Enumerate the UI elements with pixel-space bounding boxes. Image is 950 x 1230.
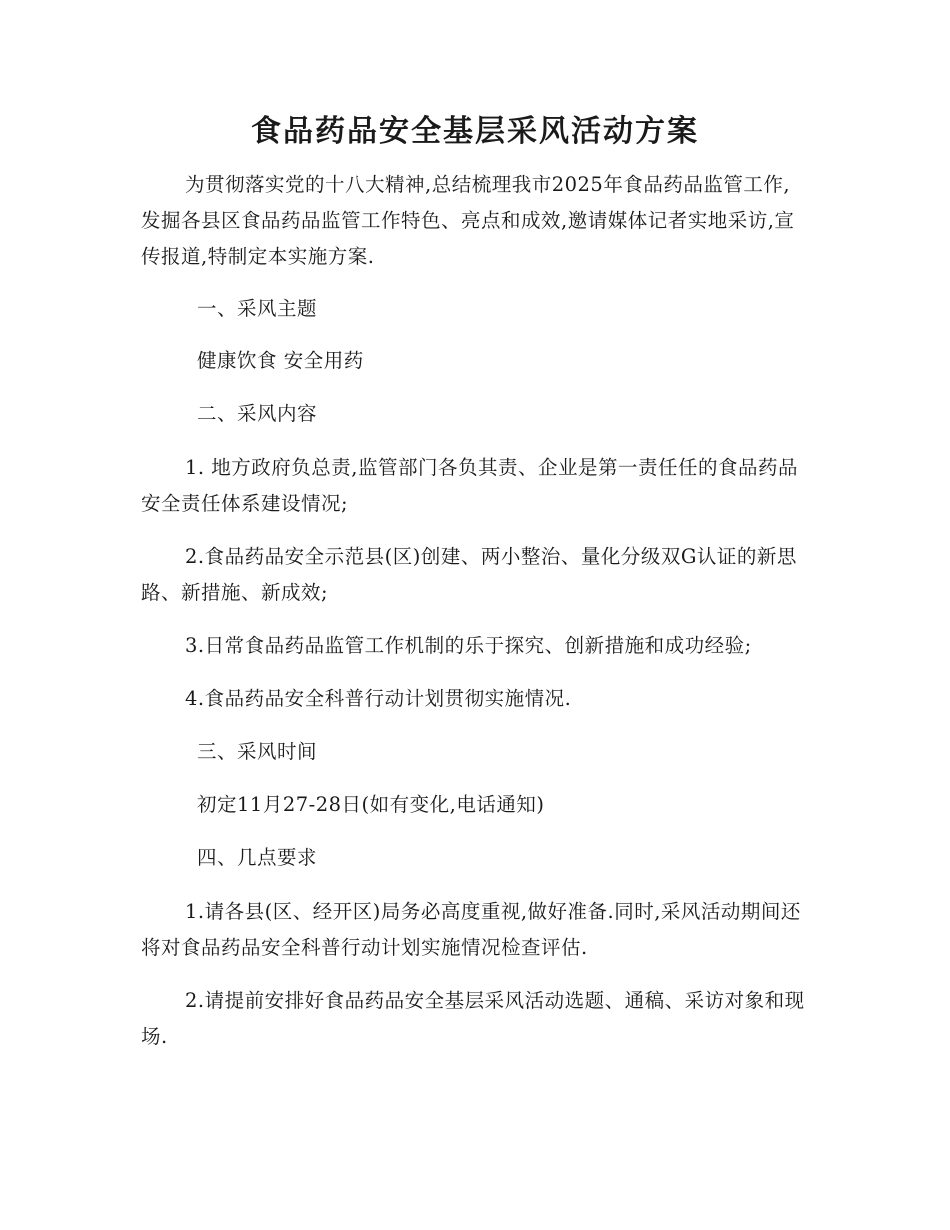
content-item: 2.食品药品安全示范县(区)创建、两小整治、量化分级双G认证的新思路、新措施、新成效; [141, 545, 797, 604]
section-heading-theme: 一、采风主题 [197, 297, 318, 320]
time-text: 初定11月27-28日(如有变化,电话通知) [197, 793, 545, 816]
document-title: 食品药品安全基层采风活动方案 [251, 114, 699, 149]
theme-text: 健康饮食 安全用药 [197, 349, 364, 372]
section-heading-requirements: 四、几点要求 [197, 846, 318, 869]
content-item: 1. 地方政府负总责,监管部门各负其责、企业是第一责任任的食品药品安全责任体系建设情况; [141, 456, 799, 515]
section-heading-time: 三、采风时间 [197, 740, 318, 763]
requirement-item: 2.请提前安排好食品药品安全基层采风活动选题、通稿、采访对象和现场. [141, 989, 805, 1048]
section-heading-content: 二、采风内容 [197, 402, 318, 425]
requirement-item: 1.请各县(区、经开区)局务必高度重视,做好准备.同时,采风活动期间还将对食品药品安全科普行动计划实施情况检查评估. [141, 900, 801, 959]
content-item: 3.日常食品药品监管工作机制的乐于探究、创新措施和成功经验; [185, 634, 752, 657]
content-item: 4.食品药品安全科普行动计划贯彻实施情况. [185, 687, 572, 710]
intro-paragraph: 为贯彻落实党的十八大精神,总结梳理我市2025年食品药品监管工作,发掘各县区食品药品监管工作特色、亮点和成效,邀请媒体记者实地采访,宣传报道,特制定本实施方案. [141, 173, 795, 268]
